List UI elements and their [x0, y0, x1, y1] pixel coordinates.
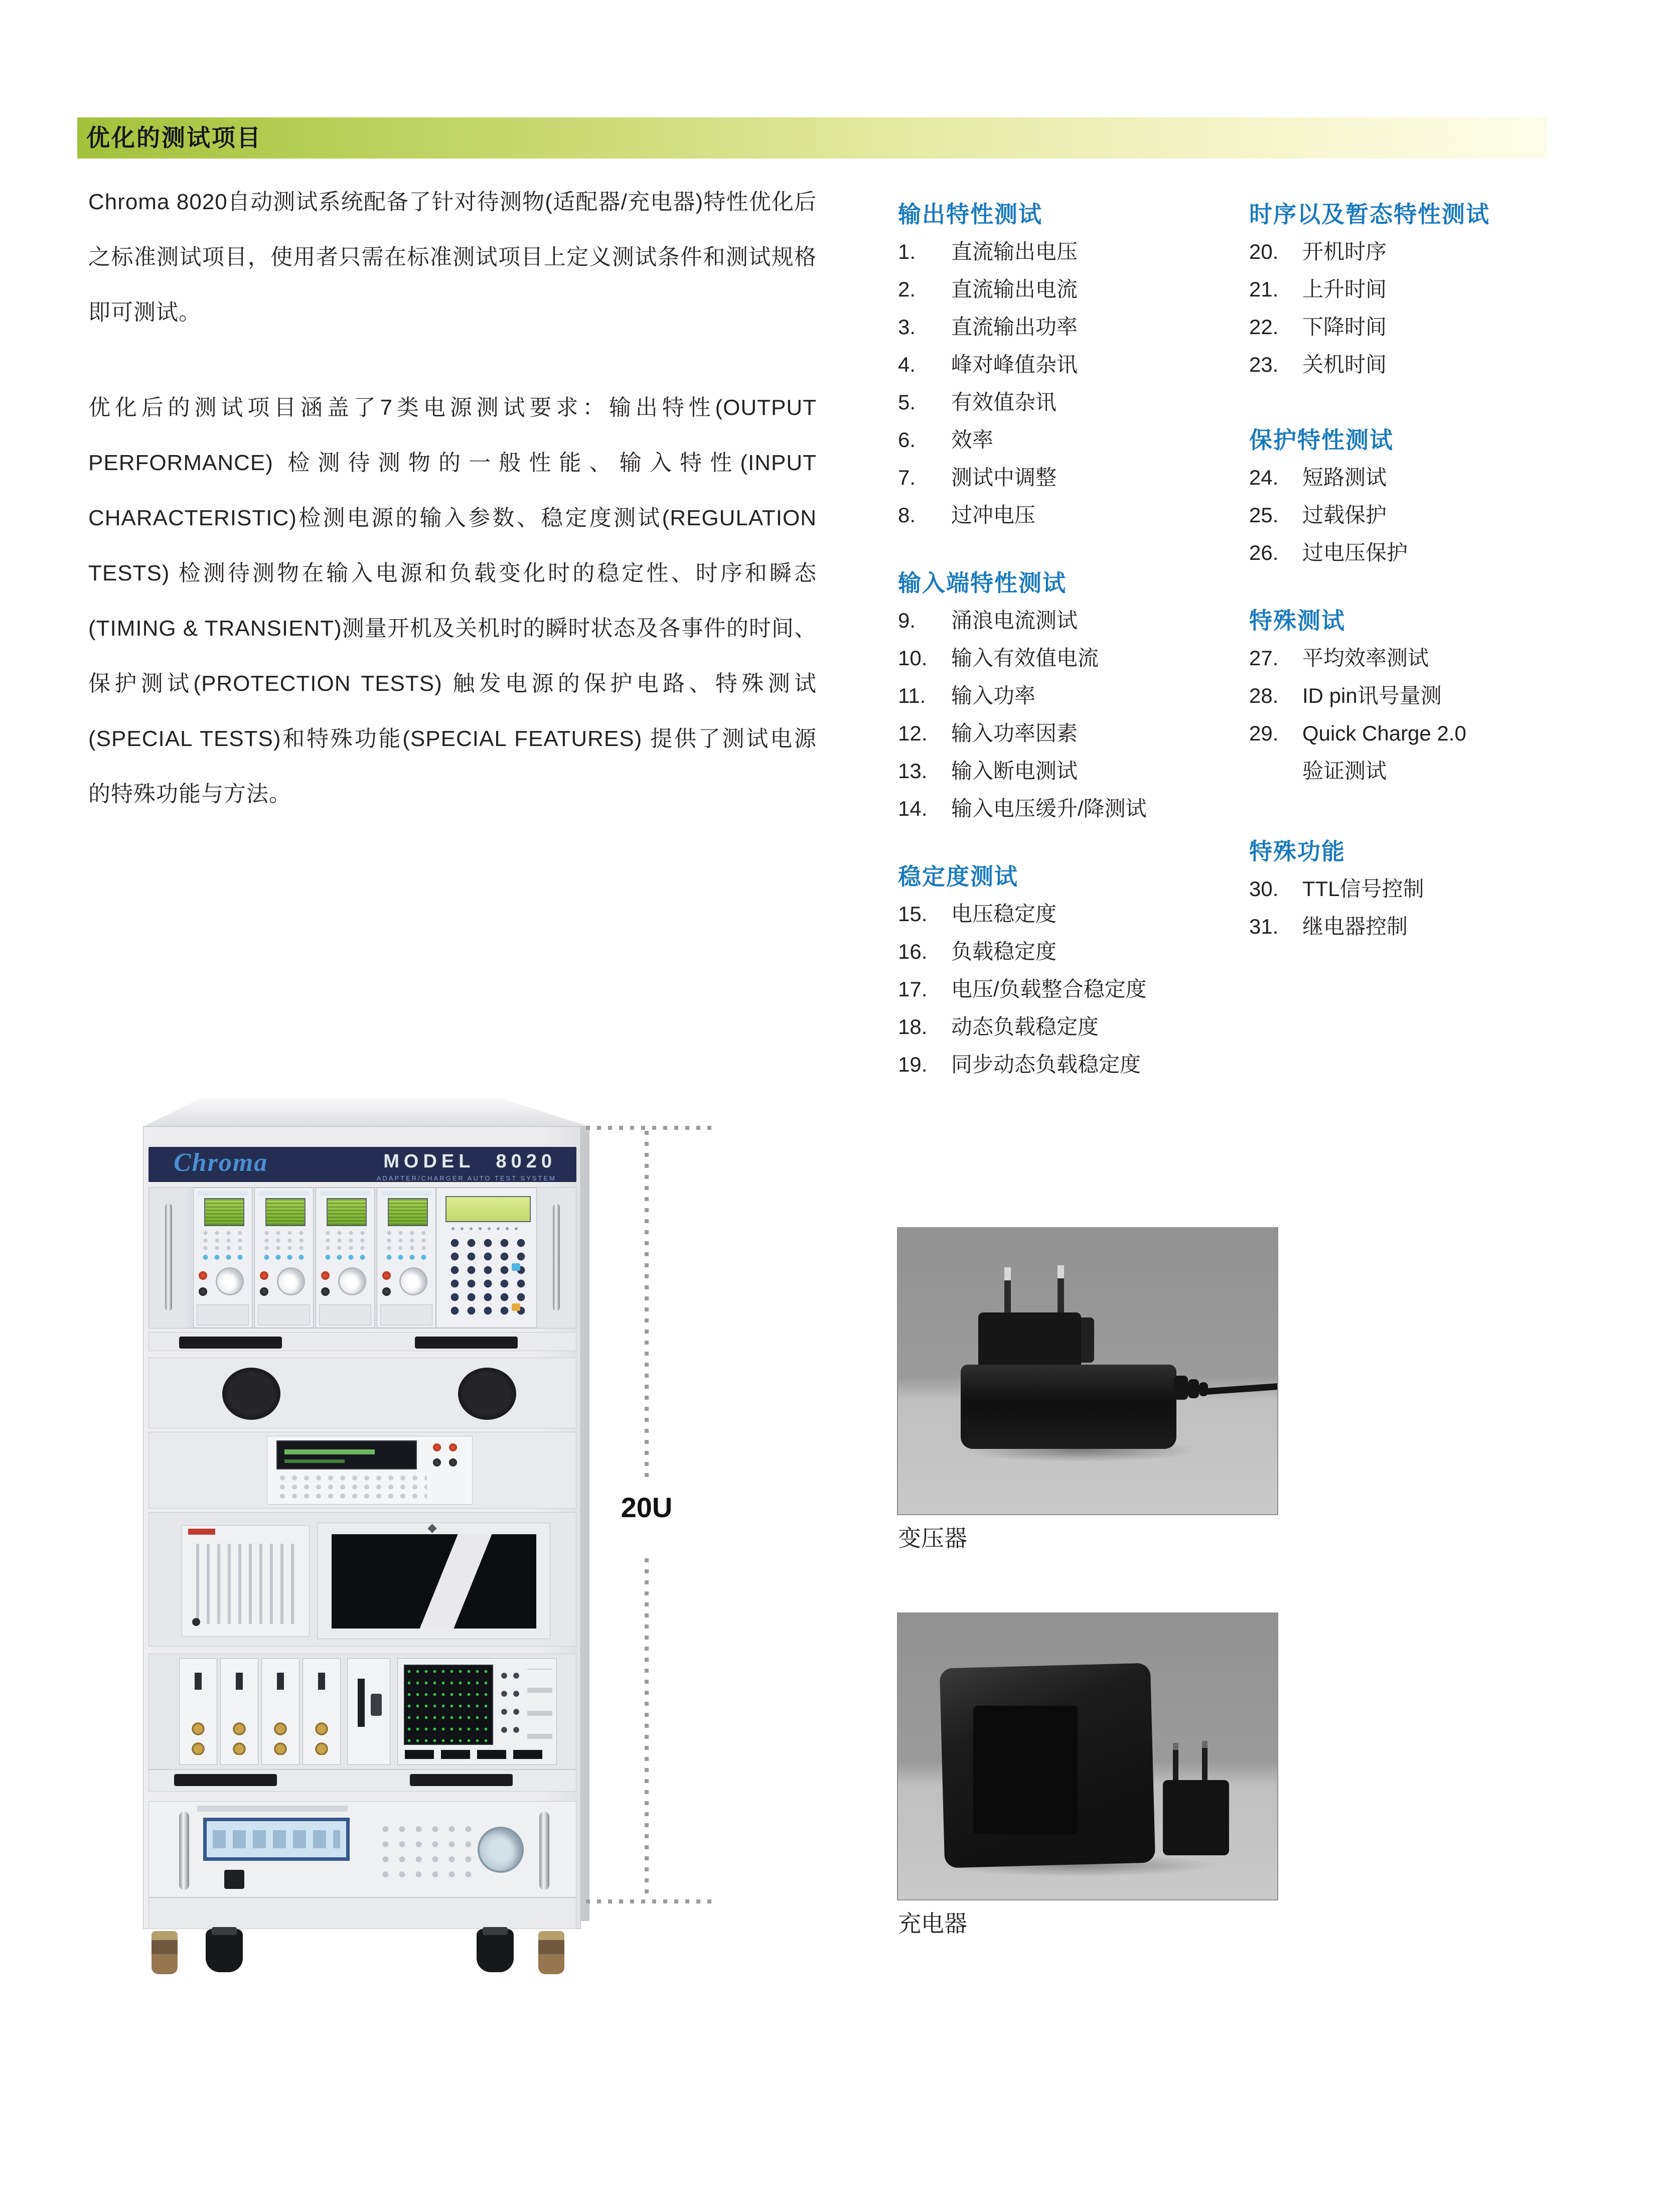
- item-label: 动态负载稳定度: [951, 1015, 1099, 1039]
- item-label: 涌浪电流测试: [951, 609, 1078, 632]
- item-label: 过冲电压: [951, 503, 1036, 527]
- caster-wheel: [477, 1929, 514, 1972]
- item-number: 8.: [898, 503, 916, 527]
- list-item: [898, 607, 1244, 634]
- rack-top-face: [143, 1098, 589, 1127]
- plugin-card: [303, 1658, 341, 1765]
- pc-logo: [188, 1529, 215, 1535]
- module-drawer: [380, 1304, 432, 1325]
- test-section-regulation: [898, 862, 1244, 1089]
- section-heading: 输入端特性测试: [898, 570, 1067, 596]
- test-item-list: [1249, 875, 1595, 940]
- controller-module: [436, 1188, 537, 1328]
- module-keys: [261, 1229, 308, 1251]
- item-number: 19.: [898, 1053, 928, 1076]
- handle-panel: [148, 1332, 576, 1351]
- item-number: 14.: [898, 797, 928, 820]
- model-number: 8020: [496, 1151, 556, 1172]
- list-item: [898, 758, 1244, 784]
- dmm-display: [276, 1440, 417, 1469]
- module-lcd: [388, 1198, 428, 1226]
- cable-boot: [1174, 1376, 1188, 1400]
- load-module: [377, 1188, 436, 1328]
- digital-multimeter: [267, 1436, 473, 1505]
- list-item: [898, 276, 1244, 303]
- module-keys: [322, 1229, 369, 1251]
- item-label: 输入有效值电流: [951, 646, 1099, 670]
- list-item: [1249, 314, 1595, 340]
- model-subtitle: ADAPTER/CHARGER AUTO TEST SYSTEM: [376, 1174, 556, 1182]
- list-item: [1249, 351, 1595, 378]
- test-item-list: [898, 607, 1244, 822]
- module-knob: [338, 1267, 366, 1295]
- item-label: 直流输出功率: [951, 315, 1078, 339]
- item-number: 5.: [898, 390, 916, 414]
- rack-handle: [165, 1204, 172, 1311]
- page-title: 优化的测试项目: [86, 124, 262, 151]
- load-module-bay: [148, 1187, 576, 1329]
- list-item: [898, 351, 1244, 378]
- module-knob: [277, 1267, 305, 1295]
- card-panel: [148, 1654, 576, 1769]
- ac-source-panel: [148, 1801, 576, 1897]
- item-label: 关机时间: [1302, 353, 1387, 376]
- item-label: 开机时序: [1302, 240, 1387, 263]
- plug-pin: [1058, 1265, 1064, 1313]
- rack-model-block: [377, 1151, 556, 1182]
- list-item: [898, 1013, 1244, 1040]
- door-lock: [192, 1618, 200, 1626]
- item-label-line2: 验证测试: [1302, 759, 1387, 783]
- test-item-list: [1249, 645, 1595, 784]
- module-label-strip: [259, 1191, 309, 1196]
- module-keys: [200, 1229, 247, 1251]
- fan-opening: [222, 1368, 280, 1420]
- section-heading: 输出特性测试: [898, 201, 1042, 227]
- terminal-red: [260, 1271, 268, 1280]
- diamond-emblem: [427, 1524, 436, 1533]
- pc-screen: [332, 1534, 536, 1629]
- module-label-strip: [198, 1191, 248, 1196]
- charger-photo: [898, 1613, 1277, 1899]
- terminal-black: [321, 1287, 330, 1296]
- caster-wheel: [206, 1929, 243, 1972]
- rack-ear-left: [149, 1188, 188, 1328]
- plugin-card: [179, 1658, 217, 1765]
- scope-keys: [498, 1667, 522, 1742]
- photo-caption-charger: 充电器: [898, 1910, 967, 1937]
- interface-card: [347, 1658, 390, 1765]
- plug-block: [978, 1312, 1081, 1368]
- item-label: 输入断电测试: [951, 759, 1078, 783]
- dmm-panel: [148, 1432, 576, 1509]
- item-number: 27.: [1249, 646, 1279, 670]
- list-item: [898, 1051, 1244, 1078]
- fan-panel: [148, 1358, 576, 1428]
- ac-display: [203, 1818, 350, 1861]
- item-label: 输入功率: [951, 684, 1036, 707]
- ac-source-label-strip: [197, 1806, 348, 1812]
- key-blue: [512, 1263, 520, 1271]
- item-number: 31.: [1249, 915, 1279, 938]
- item-label: 继电器控制: [1302, 915, 1408, 938]
- item-label: 电压稳定度: [951, 902, 1057, 926]
- item-label: 有效值杂讯: [951, 390, 1057, 414]
- item-label: 直流输出电压: [951, 240, 1078, 263]
- item-label: 短路测试: [1302, 466, 1387, 489]
- item-number: 7.: [898, 466, 916, 489]
- chroma-logo: Chroma: [174, 1148, 268, 1177]
- module-keys: [383, 1229, 430, 1251]
- dimension-line-vertical: [645, 1558, 649, 1899]
- list-item: [1249, 238, 1595, 265]
- list-item: [898, 976, 1244, 1002]
- dmm-buttons: [276, 1473, 427, 1501]
- plugin-card: [261, 1658, 299, 1765]
- module-knob: [399, 1267, 427, 1295]
- item-number: 22.: [1249, 315, 1279, 339]
- module-color-keys: [200, 1253, 247, 1261]
- section-heading: 时序以及暂态特性测试: [1249, 201, 1490, 227]
- module-lcd: [265, 1198, 306, 1226]
- item-label: 直流输出电流: [951, 277, 1078, 301]
- module-lcd: [204, 1198, 244, 1226]
- intro-paragraph-2: 优化后的测试项目涵盖了7类电源测试要求：输出特性(OUTPUT PERFORMANCE) 检测待测物的一般性能、输入特性(INPUT CHARACTERISTIC)检测电源的输入参数、稳定度测试(REGULATION TESTS) 检测待测物在输入电源和负载变化时的稳定性、时序和瞬态(TIMING & TRANSIENT)测量开机及关机时的瞬时状态及各事件的时间、保护测试(PROTECTION TESTS) 触发电源的保护电路、特殊测试(SPECIAL TESTS)和特殊功能(SPECIAL FEATURES) 提供了测试电源的特殊功能与方法。: [88, 395, 817, 806]
- terminal-black: [260, 1287, 268, 1296]
- terminal-red: [321, 1271, 330, 1280]
- list-item: [898, 314, 1244, 340]
- plug-adapter: [1163, 1780, 1229, 1855]
- item-label: TTL信号控制: [1302, 877, 1424, 901]
- item-number: 10.: [898, 646, 928, 670]
- rack-height-label: 20U: [600, 1491, 693, 1524]
- item-number: 23.: [1249, 353, 1279, 376]
- dmm-terminal: [433, 1458, 441, 1466]
- plugin-card: [220, 1658, 258, 1765]
- item-number: 3.: [898, 315, 916, 339]
- list-item: [898, 645, 1244, 671]
- list-item: [1249, 645, 1595, 671]
- item-number: 11.: [898, 684, 926, 707]
- item-label: 过电压保护: [1302, 541, 1408, 564]
- plug-pin: [1202, 1741, 1208, 1780]
- item-number: 26.: [1249, 541, 1279, 564]
- section-header-bar: [77, 117, 1547, 159]
- ac-handle: [179, 1812, 189, 1890]
- controller-leds: [448, 1225, 524, 1232]
- item-number: 6.: [898, 428, 916, 452]
- cable: [1205, 1383, 1277, 1395]
- item-label: Quick Charge 2.0: [1302, 721, 1466, 745]
- cable-boot: [1188, 1379, 1199, 1398]
- list-item: [898, 682, 1244, 709]
- list-item: [1249, 682, 1595, 709]
- module-drawer: [258, 1304, 310, 1325]
- dmm-terminal: [449, 1443, 457, 1451]
- list-item: [898, 389, 1244, 415]
- module-knob: [216, 1267, 244, 1295]
- item-number: 4.: [898, 353, 916, 376]
- test-item-list: [898, 901, 1244, 1078]
- item-number: 20.: [1249, 240, 1279, 263]
- rack-banner: [148, 1147, 576, 1182]
- test-section-special-tests: [1249, 606, 1595, 795]
- list-item: [898, 795, 1244, 822]
- list-item: [1249, 875, 1595, 902]
- item-number: 1.: [898, 240, 916, 263]
- plug-pin: [1004, 1267, 1011, 1315]
- list-item: [898, 238, 1244, 265]
- item-label: 电压/负载整合稳定度: [951, 977, 1147, 1001]
- photo-caption-transformer: 变压器: [898, 1525, 967, 1551]
- dimension-line-top: [586, 1126, 717, 1130]
- section-heading: 稳定度测试: [898, 863, 1018, 890]
- item-label: 峰对峰值杂讯: [951, 353, 1078, 376]
- charger-recess: [973, 1706, 1078, 1834]
- drawer-handle: [410, 1774, 513, 1786]
- module-label-strip: [320, 1191, 370, 1196]
- item-number: 13.: [898, 759, 928, 783]
- item-number: 25.: [1249, 503, 1279, 527]
- ac-handle: [539, 1812, 549, 1890]
- test-item-list: [1249, 464, 1595, 566]
- dimension-line-bottom: [586, 1899, 717, 1903]
- item-number: 16.: [898, 940, 928, 963]
- terminal-red: [199, 1271, 207, 1280]
- list-item: [898, 901, 1244, 927]
- dimension-line-vertical: [645, 1131, 649, 1477]
- item-number: 29.: [1249, 721, 1279, 745]
- plug-pin: [1173, 1743, 1178, 1782]
- terminal-black: [382, 1287, 391, 1296]
- test-section-special-features: [1249, 837, 1595, 951]
- leveling-foot: [538, 1931, 564, 1974]
- item-number: 15.: [898, 902, 928, 926]
- load-module: [193, 1188, 252, 1328]
- module-drawer: [319, 1304, 371, 1325]
- drawer-handle: [179, 1337, 282, 1349]
- item-label: 同步动态负载稳定度: [951, 1053, 1141, 1076]
- scope-unit: [397, 1658, 557, 1765]
- pc-screen-bezel: [317, 1523, 550, 1639]
- item-label: ID pin讯号量测: [1302, 684, 1442, 707]
- list-item: [1249, 464, 1595, 491]
- item-label: 测试中调整: [951, 466, 1057, 489]
- module-color-keys: [383, 1253, 430, 1261]
- list-item: [1249, 720, 1595, 784]
- test-item-list: [898, 238, 1244, 528]
- section-heading: 特殊测试: [1249, 608, 1345, 634]
- key-amber: [512, 1303, 520, 1311]
- item-label: 负载稳定度: [951, 940, 1057, 963]
- load-module: [254, 1188, 314, 1328]
- rack-photo: [143, 1098, 589, 1981]
- rack-cabinet: [143, 1126, 581, 1929]
- power-switch: [224, 1870, 244, 1889]
- rack-handle: [553, 1204, 560, 1311]
- list-item: [898, 720, 1244, 747]
- item-number: 9.: [898, 609, 916, 632]
- item-number: 21.: [1249, 277, 1279, 301]
- ac-keypad: [377, 1822, 478, 1883]
- vent-door: [182, 1525, 310, 1637]
- item-label: 效率: [951, 428, 994, 452]
- drawer-handle: [415, 1337, 518, 1349]
- test-section-protection: [1249, 425, 1595, 577]
- item-label: 上升时间: [1302, 277, 1387, 301]
- rack-ear-right: [537, 1188, 576, 1328]
- list-item: [898, 426, 1244, 453]
- fan-opening: [458, 1368, 516, 1420]
- list-item: [1249, 539, 1595, 566]
- rack-base: [148, 1897, 576, 1929]
- item-number: 17.: [898, 977, 928, 1001]
- list-item: [1249, 913, 1595, 940]
- scope-side-keys: [527, 1669, 552, 1739]
- list-item: [1249, 276, 1595, 303]
- module-color-keys: [322, 1253, 369, 1261]
- item-number: 28.: [1249, 684, 1279, 707]
- list-item: [898, 464, 1244, 491]
- item-number: 30.: [1249, 877, 1279, 901]
- test-section-input: [898, 568, 1244, 833]
- industrial-pc-panel: [148, 1512, 576, 1647]
- module-drawer: [197, 1304, 249, 1325]
- handle-panel: [148, 1769, 576, 1792]
- module-lcd: [327, 1198, 367, 1226]
- item-label: 下降时间: [1302, 315, 1387, 339]
- controller-lcd: [445, 1196, 531, 1222]
- dmm-terminal: [433, 1443, 441, 1451]
- test-item-list: [1249, 238, 1595, 378]
- list-item: [898, 938, 1244, 965]
- scope-display: [404, 1665, 493, 1745]
- dmm-terminal: [449, 1458, 457, 1466]
- item-label: 平均效率测试: [1302, 646, 1429, 670]
- terminal-red: [382, 1271, 391, 1280]
- item-label: 输入电压缓升/降测试: [951, 797, 1147, 820]
- test-section-output: [898, 200, 1244, 539]
- model-label: MODEL: [383, 1151, 475, 1172]
- item-number: 12.: [898, 721, 928, 745]
- ac-knob: [478, 1827, 524, 1873]
- intro-paragraph-1: Chroma 8020自动测试系统配备了针对待测物(适配器/充电器)特性优化后之标准测试项目，使用者只需在标准测试项目上定义测试条件和测试规格即可测试。: [88, 190, 817, 325]
- test-section-timing: [1249, 200, 1595, 389]
- rack-side-face: [581, 1126, 589, 1921]
- item-label: 输入功率因素: [951, 721, 1078, 745]
- module-label-strip: [381, 1191, 431, 1196]
- item-number: 2.: [898, 277, 916, 301]
- scope-bottom-keys: [405, 1750, 545, 1759]
- module-color-keys: [261, 1253, 308, 1261]
- section-heading: 特殊功能: [1249, 838, 1345, 864]
- list-item: [898, 502, 1244, 528]
- adapter-body: [961, 1365, 1176, 1449]
- drawer-handle: [174, 1774, 277, 1786]
- leveling-foot: [152, 1931, 178, 1974]
- terminal-black: [199, 1287, 207, 1296]
- section-heading: 保护特性测试: [1249, 427, 1394, 453]
- list-item: [1249, 502, 1595, 528]
- transformer-photo: [898, 1228, 1277, 1514]
- item-number: 18.: [898, 1015, 928, 1039]
- load-module: [316, 1188, 375, 1328]
- item-label: 过载保护: [1302, 503, 1387, 527]
- item-number: 24.: [1249, 466, 1279, 489]
